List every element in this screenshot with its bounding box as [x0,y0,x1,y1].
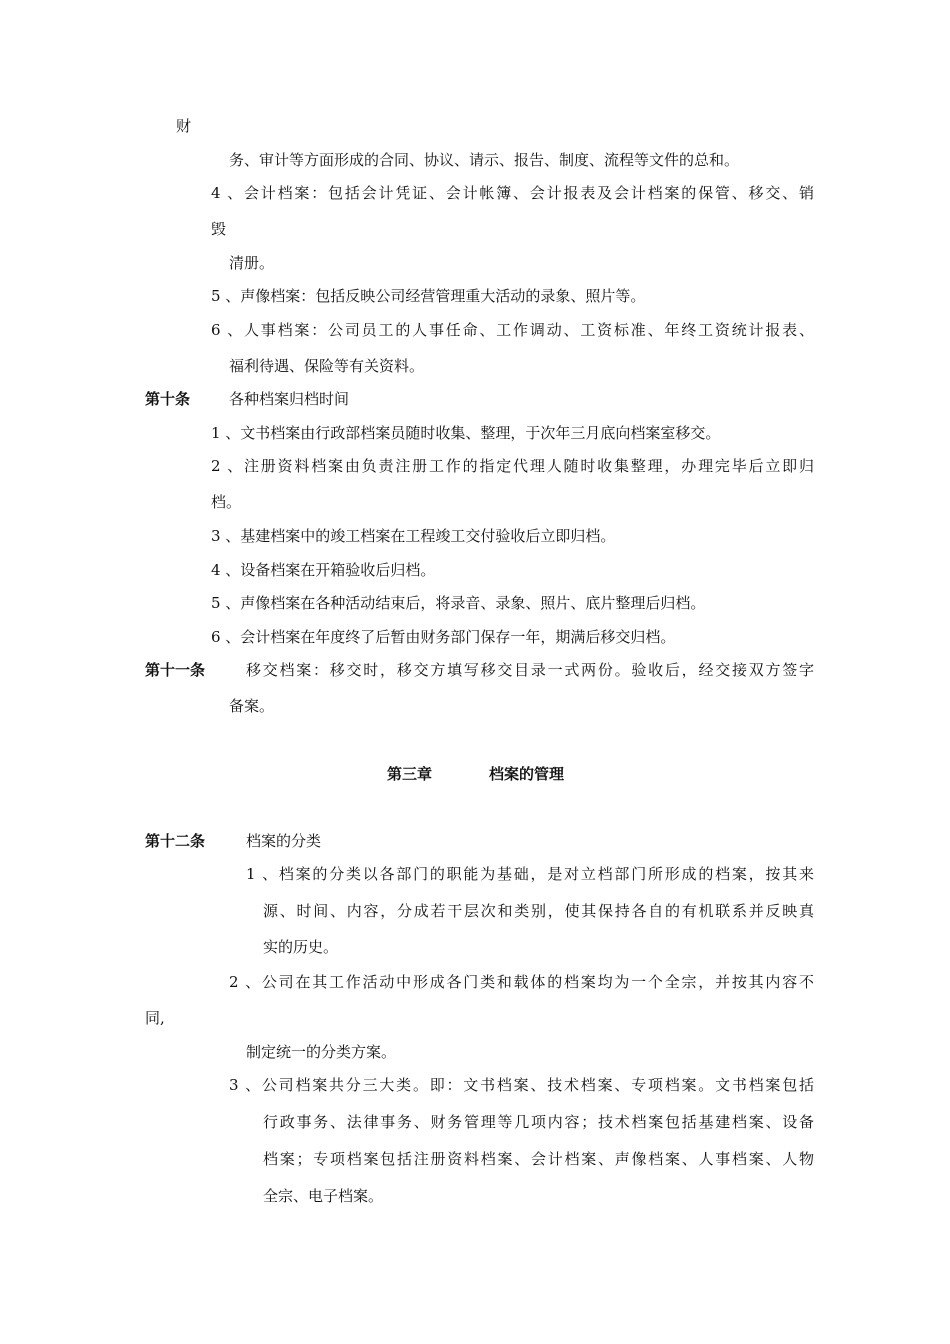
text-line: 源、时间、内容，分成若干层次和类别，使其保持各自的有机联系并反映真 [263,902,814,920]
text-line: 清册。 [229,254,275,272]
article-12-title: 档案的分类 [246,832,322,850]
text-line: 1 、档案的分类以各部门的职能为基础，是对立档部门所形成的档案，按其来 [246,865,814,883]
text-line: 6 、会计档案在年度终了后暂由财务部门保存一年，期满后移交归档。 [211,628,676,646]
chapter-title: 档案的管理 [489,765,565,783]
text-line: 行政事务、法律事务、财务管理等几项内容；技术档案包括基建档案、设备 [263,1113,814,1131]
article-10-label: 第十条 [145,390,191,408]
text-line: 档。 [211,493,242,511]
text-line: 制定统一的分类方案。 [246,1043,397,1061]
text-line: 3 、公司档案共分三大类。即：文书档案、技术档案、专项档案。文书档案包括 [229,1076,814,1094]
article-11-label: 第十一条 [145,661,206,679]
text-line: 财 [176,117,192,135]
text-line: 2 、公司在其工作活动中形成各门类和载体的档案均为一个全宗，并按其内容不 [229,973,814,991]
text-line: 福利待遇、保险等有关资料。 [229,357,425,375]
text-line: 实的历史。 [263,938,339,956]
text-line: 5 、声像档案：包括反映公司经营管理重大活动的录象、照片等。 [211,287,646,305]
text-line: 同, [145,1009,165,1027]
chapter-number: 第三章 [387,765,433,783]
text-line: 3 、基建档案中的竣工档案在工程竣工交付验收后立即归档。 [211,527,616,545]
text-line: 1 、文书档案由行政部档案员随时收集、整理，于次年三月底向档案室移交。 [211,424,721,442]
article-11-text: 移交档案：移交时，移交方填写移交目录一式两份。验收后，经交接双方签字 [246,661,814,679]
text-line: 务、审计等方面形成的合同、协议、请示、报告、制度、流程等文件的总和。 [229,151,740,169]
text-line: 4 、设备档案在开箱验收后归档。 [211,561,436,579]
text-line: 6 、人事档案：公司员工的人事任命、工作调动、工资标准、年终工资统计报表、 [211,321,814,339]
article-10-title: 各种档案归档时间 [229,390,350,408]
text-line: 档案；专项档案包括注册资料档案、会计档案、声像档案、人事档案、人物 [263,1150,814,1168]
text-line: 2 、注册资料档案由负责注册工作的指定代理人随时收集整理，办理完毕后立即归 [211,457,814,475]
text-line: 4 、会计档案：包括会计凭证、会计帐簿、会计报表及会计档案的保管、移交、销 [211,184,814,202]
text-line: 5 、声像档案在各种活动结束后，将录音、录象、照片、底片整理后归档。 [211,594,706,612]
text-line: 备案。 [229,697,275,715]
article-12-label: 第十二条 [145,832,206,850]
text-line: 全宗、电子档案。 [263,1187,384,1205]
text-line: 毁 [211,220,227,238]
